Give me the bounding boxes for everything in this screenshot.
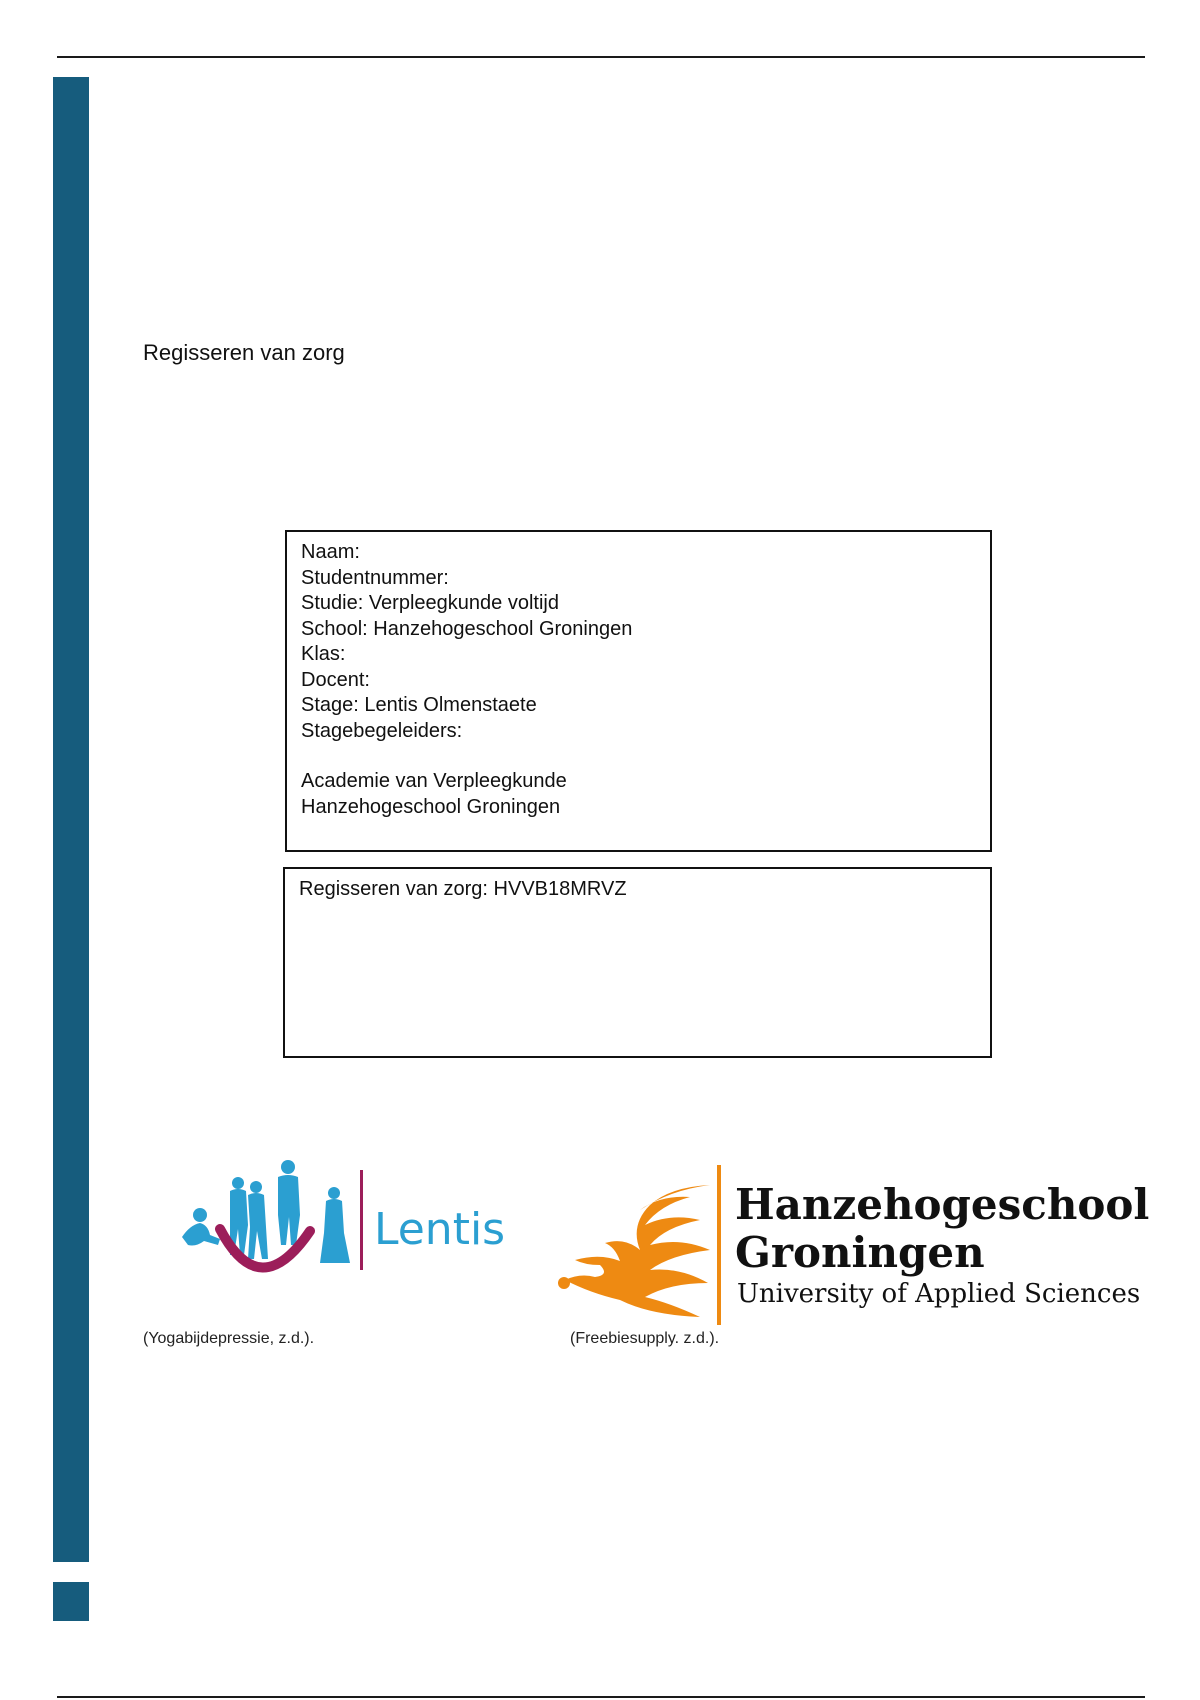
info-line-stagebegeleiders: Stagebegeleiders: [301,719,463,742]
info-line-studie: Studie: Verpleegkunde voltijd [301,592,559,614]
info-footer-academie: Academie van Verpleegkunde [301,770,567,792]
hanze-wordmark-line2: Groningen [735,1228,985,1277]
info-line-studentnummer: Studentnummer: [301,566,449,589]
bottom-rule [57,1696,1145,1698]
hanze-wordmark-line1: Hanzehogeschool [735,1180,1150,1229]
info-line-docent: Docent: [301,668,370,691]
lentis-caption: (Yogabijdepressie, z.d.). [143,1330,315,1347]
lentis-logo-graphic [160,1155,506,1285]
hanze-logo [550,1165,1150,1325]
hanze-caption: (Freebiesupply. z.d.). [570,1330,720,1347]
student-info-box [285,530,992,852]
top-rule [57,56,1145,58]
info-line-school: School: Hanzehogeschool Groningen [301,617,633,640]
hanze-flame-icon [550,1165,725,1325]
course-box [283,867,992,1058]
info-footer-school: Hanzehogeschool Groningen [301,795,561,818]
course-code: Regisseren van zorg: HVVB18MRVZ [299,878,627,900]
info-line-naam: Naam: [301,541,360,563]
side-bar [53,77,89,1562]
info-line-klas: Klas: [301,643,346,665]
info-spacer [301,744,976,769]
side-bar-block [53,1582,89,1621]
hanze-wordmark-line3: University of Applied Sciences [737,1279,1141,1309]
info-line-stage: Stage: Lentis Olmenstaete [301,694,537,716]
lentis-wordmark: Lentis [374,1204,506,1255]
lentis-logo [160,1155,506,1285]
document-title: Regisseren van zorg [143,340,345,365]
